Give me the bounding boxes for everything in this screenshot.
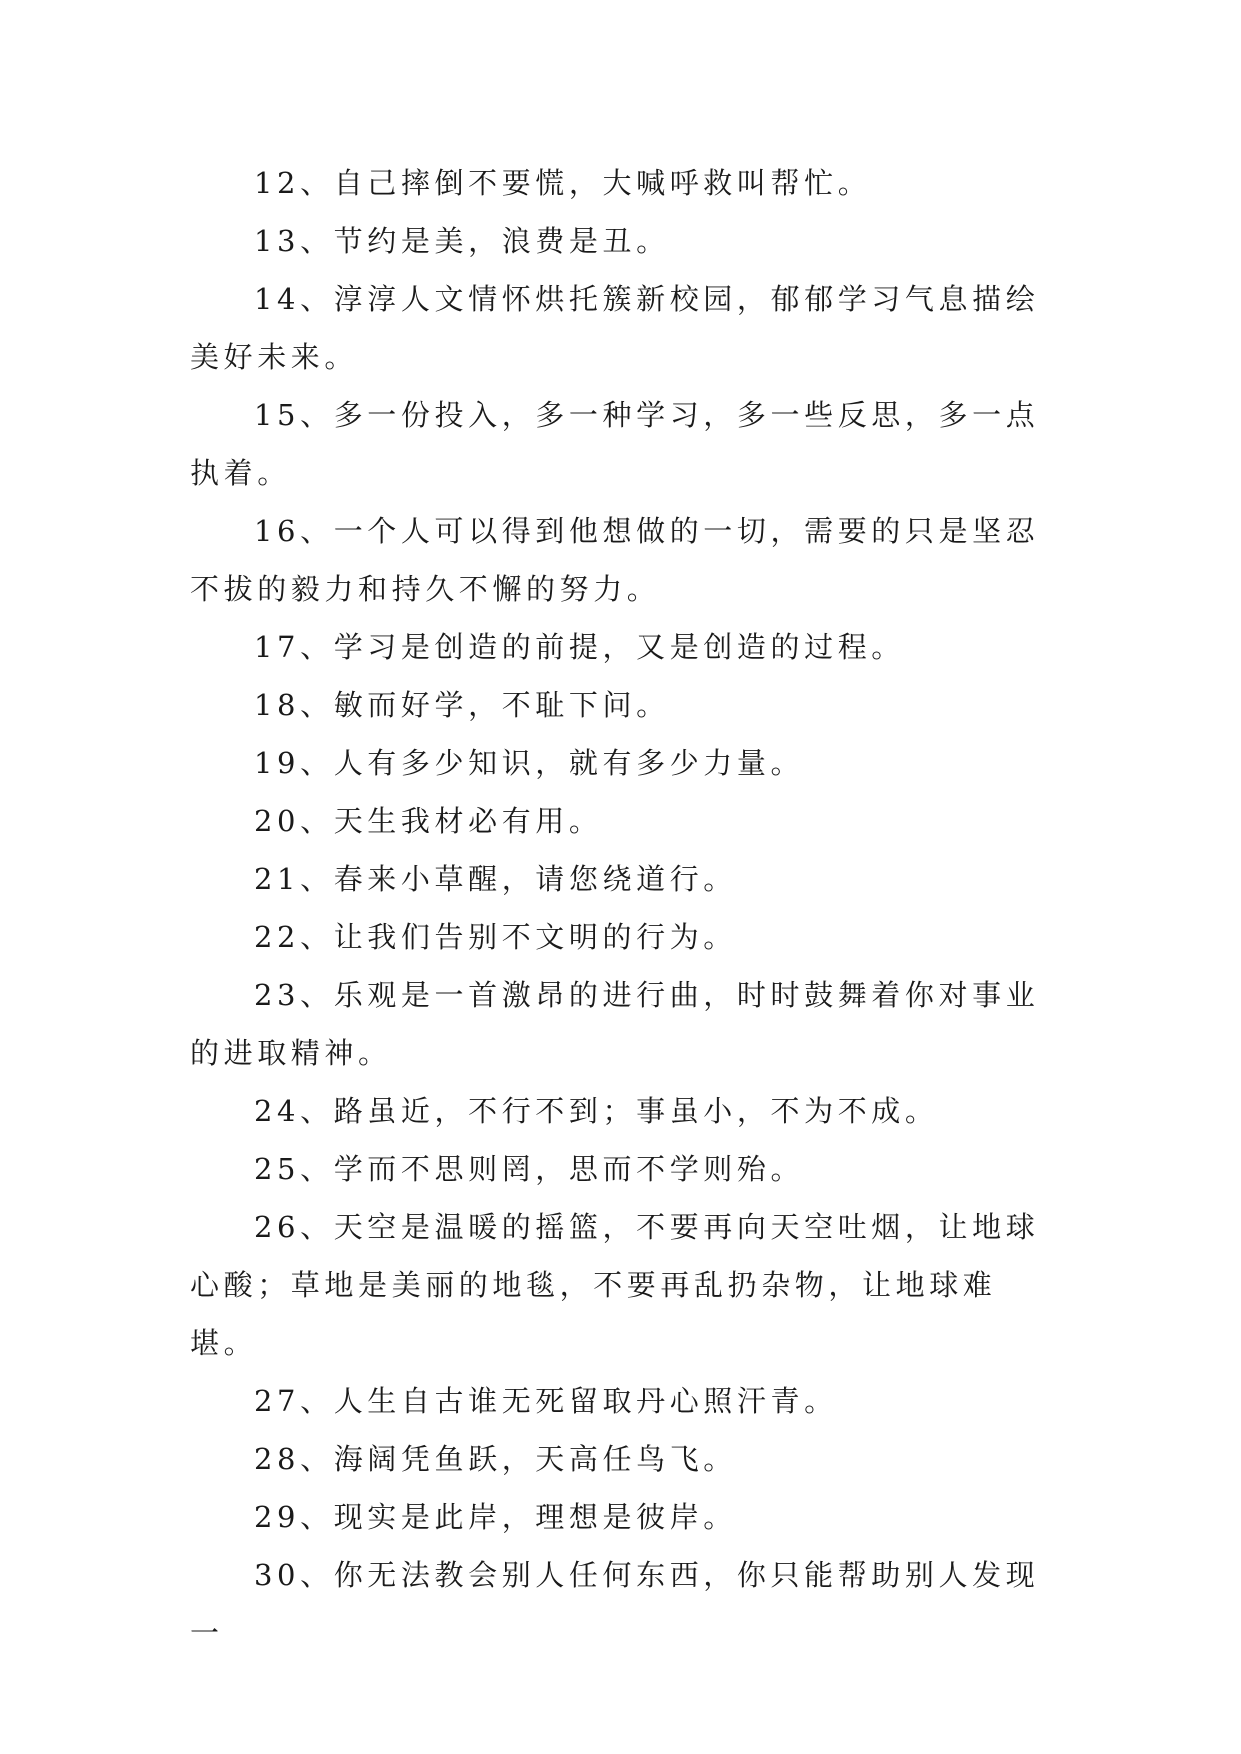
list-item: 23、乐观是一首激昂的进行曲，时时鼓舞着你对事业的进取精神。 (190, 978, 1040, 1070)
list-item: 28、海阔凭鱼跃，天高任鸟飞。 (254, 1442, 737, 1476)
list-item: 17、学习是创造的前提，又是创造的过程。 (254, 630, 905, 664)
list-item: 29、现实是此岸，理想是彼岸。 (254, 1500, 737, 1534)
list-item: 27、人生自古谁无死留取丹心照汗青。 (254, 1384, 838, 1418)
list-item: 13、节约是美，浪费是丑。 (254, 224, 670, 258)
list-item: 30、你无法教会别人任何东西，你只能帮助别人发现一 (190, 1558, 1040, 1650)
list-item: 19、人有多少知识，就有多少力量。 (254, 746, 805, 780)
list-item: 12、自己摔倒不要慌，大喊呼救叫帮忙。 (254, 166, 872, 200)
list-item: 26、天空是温暖的摇篮，不要再向天空吐烟，让地球心酸；草地是美丽的地毯，不要再乱扔杂物，让地球难堪。 (190, 1210, 1040, 1360)
list-item: 24、路虽近，不行不到；事虽小，不为不成。 (254, 1094, 939, 1128)
list-item: 20、天生我材必有用。 (254, 804, 603, 838)
list-item: 14、淳淳人文情怀烘托簇新校园，郁郁学习气息描绘美好未来。 (190, 282, 1040, 374)
list-item: 16、一个人可以得到他想做的一切，需要的只是坚忍不拔的毅力和持久不懈的努力。 (190, 514, 1040, 606)
list-item: 15、多一份投入，多一种学习，多一些反思，多一点执着。 (190, 398, 1040, 490)
list-item: 18、敏而好学，不耻下问。 (254, 688, 670, 722)
document-body (190, 154, 1052, 1662)
list-item: 21、春来小草醒，请您绕道行。 (254, 862, 737, 896)
list-item: 22、让我们告别不文明的行为。 (254, 920, 737, 954)
list-item: 25、学而不思则罔，思而不学则殆。 (254, 1152, 805, 1186)
